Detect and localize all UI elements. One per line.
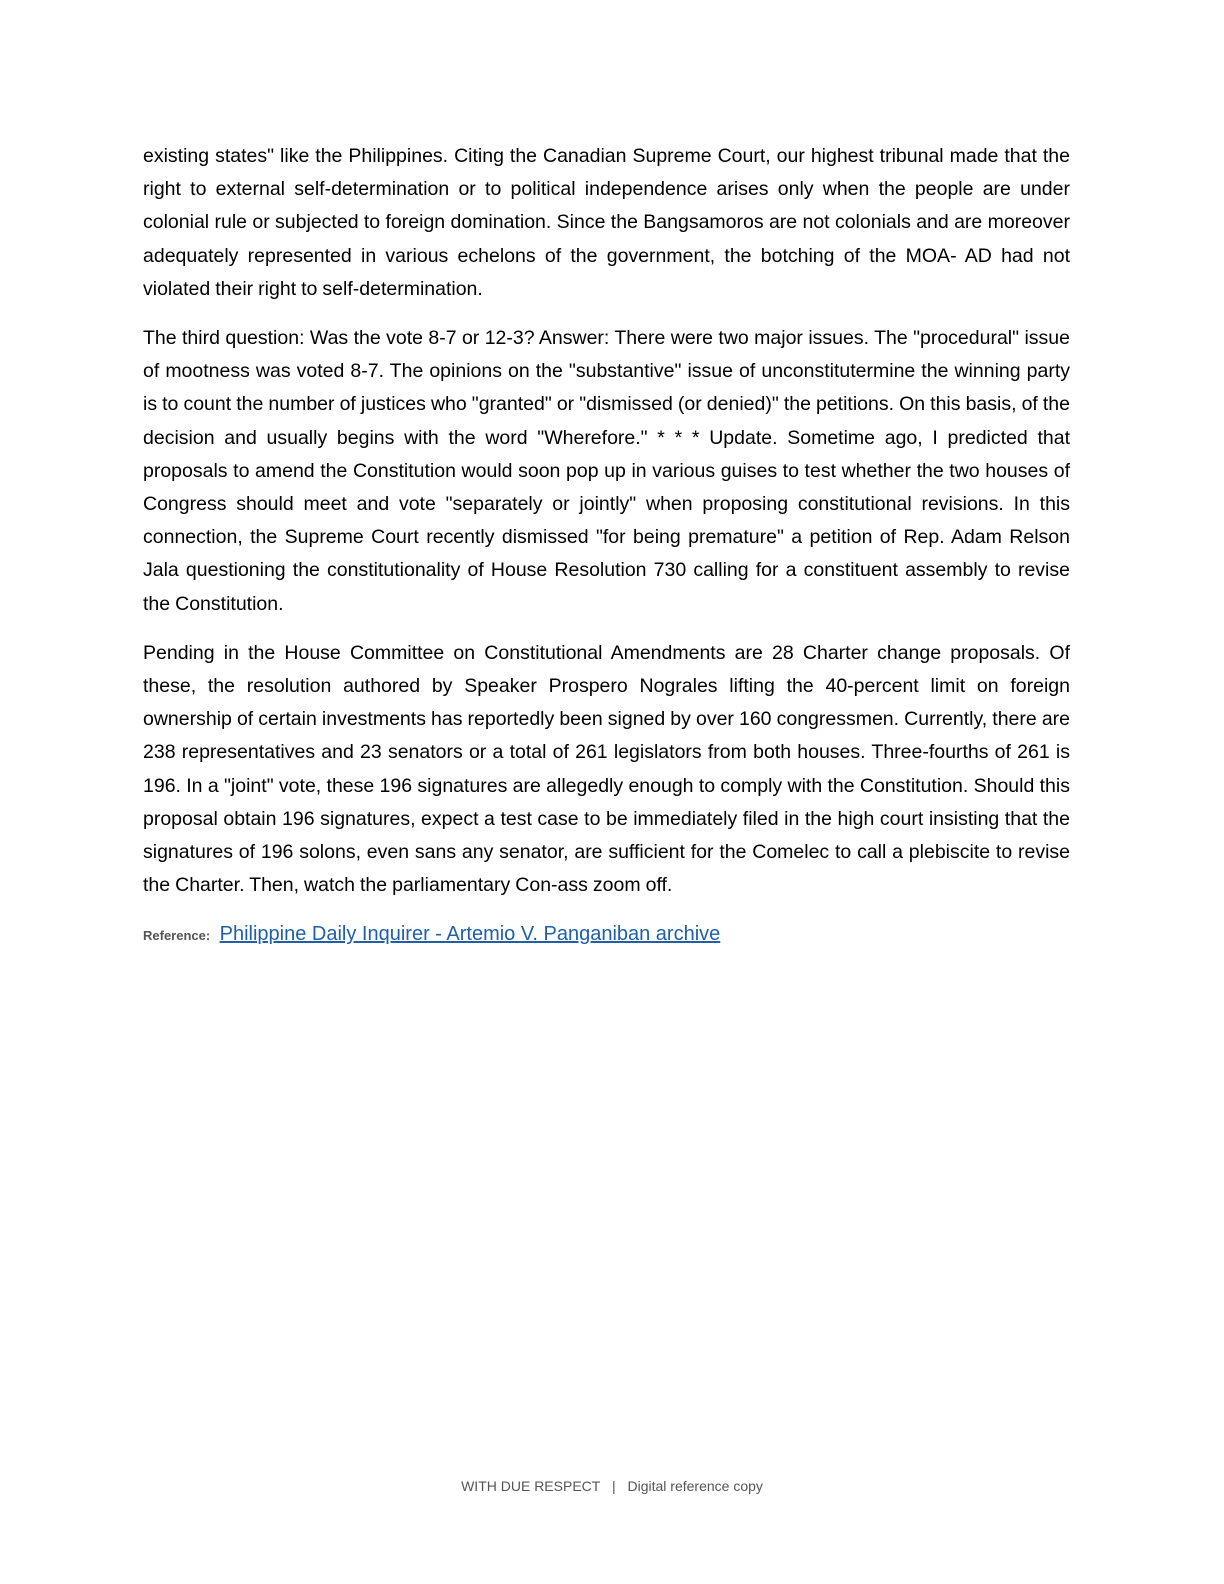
page-footer xyxy=(0,1478,1224,1494)
reference-label: Reference: xyxy=(143,928,211,944)
paragraph-1: existing states" like the Philippines. Citing the Canadian Supreme Court, our highest tribunal made that the right to external self-determination or to political independence arises only when the people are under colonial rule or subjected to foreign domination. Since the Bangsamoros are not colonials and are moreover adequately represented in various echelons of the government, the botching of the MOA- AD had not violated their right to self-determination. xyxy=(143,145,1070,300)
footer-separator: | xyxy=(611,1478,616,1494)
reference-link[interactable]: Philippine Daily Inquirer - Artemio V. Panganiban archive xyxy=(219,923,721,946)
paragraph-3: Pending in the House Committee on Constitutional Amendments are 28 Charter change proposals. Of these, the resolution authored by Speaker Prospero Nograles lifting the 40-percent limit on foreign ownership of certain investments has reportedly been signed by over 160 congressmen. Currently, there are 238 representatives and 23 senators or a total of 261 legislators from both houses. Three-fourths of 261 is 196. In a "joint" vote, these 196 signatures are allegedly enough to comply with the Constitution. Should this proposal obtain 196 signatures, expect a test case to be immediately filed in the high court insisting that the signatures of 196 solons, even sans any senator, are sufficient for the Comelec to call a plebiscite to revise the Charter. Then, watch the parliamentary Con-ass zoom off. xyxy=(143,641,1070,897)
reference-line xyxy=(143,918,1070,952)
document-body xyxy=(143,140,1070,952)
paragraph-2: The third question: Was the vote 8-7 or 12-3? Answer: There were two major issues. The "procedural" issue of mootness was voted 8-7. The opinions on the "substantive" issue of unconstitutermine the winning party is to count the number of justices who "granted" or "dismissed (or denied)" the petitions. On this basis, of the decision and usually begins with the word "Wherefore." * * * Update. Sometime ago, I predicted that proposals to amend the Constitution would soon pop up in various guises to test whether the two houses of Congress should meet and vote "separately or jointly" when proposing constitutional revisions. In this connection, the Supreme Court recently dismissed "for being premature" a petition of Rep. Adam Relson Jala questioning the constitutionality of House Resolution 730 calling for a constituent assembly to revise the Constitution. xyxy=(143,327,1070,615)
footer-title: WITH DUE RESPECT xyxy=(461,1478,601,1494)
footer-subtitle: Digital reference copy xyxy=(627,1478,763,1494)
